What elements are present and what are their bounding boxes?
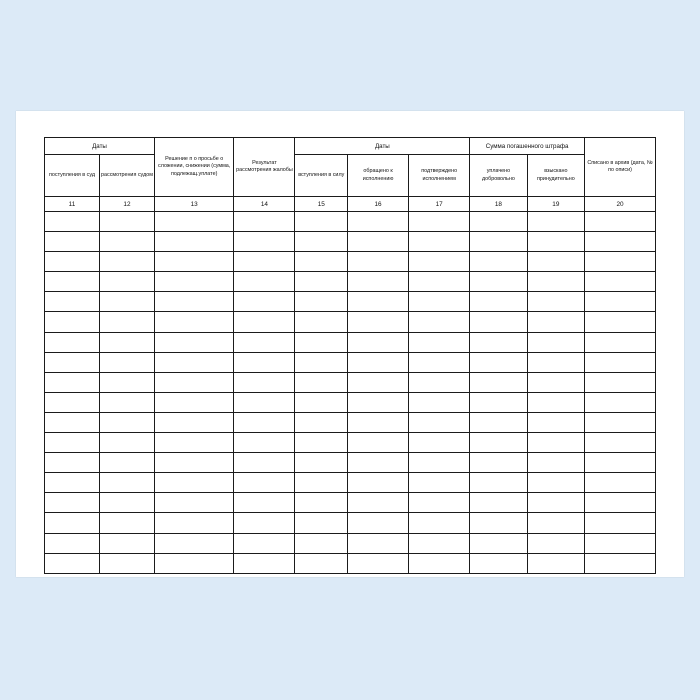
- table-cell[interactable]: [154, 493, 233, 513]
- table-cell[interactable]: [409, 292, 470, 312]
- table-cell[interactable]: [234, 493, 295, 513]
- table-cell[interactable]: [234, 473, 295, 493]
- table-cell[interactable]: [45, 412, 100, 432]
- table-cell[interactable]: [409, 392, 470, 412]
- table-cell[interactable]: [234, 392, 295, 412]
- table-cell[interactable]: [470, 352, 527, 372]
- table-cell[interactable]: [527, 272, 584, 292]
- table-cell[interactable]: [99, 553, 154, 573]
- column-header-13: Решение п о просьбе о сложении, снижении (сумма, подлежащ.уплате): [154, 138, 233, 197]
- table-cell[interactable]: [585, 412, 656, 432]
- table-cell[interactable]: [234, 433, 295, 453]
- table-cell[interactable]: [99, 252, 154, 272]
- table-cell[interactable]: [585, 372, 656, 392]
- column-number-17: 17: [409, 197, 470, 212]
- table-cell[interactable]: [45, 493, 100, 513]
- column-number-11: 11: [45, 197, 100, 212]
- column-number-18: 18: [470, 197, 527, 212]
- table-cell[interactable]: [295, 493, 348, 513]
- table-cell[interactable]: [234, 513, 295, 533]
- column-number-13: 13: [154, 197, 233, 212]
- ledger-table: [44, 137, 656, 574]
- column-number-20: 20: [585, 197, 656, 212]
- table-cell[interactable]: [585, 493, 656, 513]
- paper-sheet: [16, 111, 684, 577]
- table-cell[interactable]: [527, 553, 584, 573]
- group-header-dates-left: Даты: [45, 138, 155, 155]
- table-cell[interactable]: [409, 553, 470, 573]
- table-cell[interactable]: [99, 292, 154, 312]
- column-number-row: [45, 197, 656, 212]
- table-cell[interactable]: [99, 533, 154, 553]
- table-cell[interactable]: [409, 412, 470, 432]
- table-cell[interactable]: [527, 232, 584, 252]
- table-cell[interactable]: [348, 553, 409, 573]
- table-cell[interactable]: [470, 493, 527, 513]
- table-cell[interactable]: [45, 332, 100, 352]
- table-cell[interactable]: [409, 433, 470, 453]
- table-cell[interactable]: [234, 212, 295, 232]
- table-cell[interactable]: [409, 513, 470, 533]
- table-cell[interactable]: [45, 252, 100, 272]
- table-cell[interactable]: [348, 473, 409, 493]
- table-cell[interactable]: [154, 513, 233, 533]
- table-cell[interactable]: [585, 352, 656, 372]
- table-cell[interactable]: [527, 392, 584, 412]
- table-row[interactable]: [45, 312, 656, 332]
- column-number-12: 12: [99, 197, 154, 212]
- group-header-fine-sum: Сумма погашенного штрафа: [470, 138, 585, 155]
- table-cell[interactable]: [527, 292, 584, 312]
- table-cell[interactable]: [295, 312, 348, 332]
- table-cell[interactable]: [527, 352, 584, 372]
- table-cell[interactable]: [45, 372, 100, 392]
- ledger-table-area: [44, 137, 656, 551]
- table-row[interactable]: [45, 453, 656, 473]
- table-cell[interactable]: [527, 372, 584, 392]
- table-row[interactable]: [45, 392, 656, 412]
- table-cell[interactable]: [154, 412, 233, 432]
- table-row[interactable]: [45, 473, 656, 493]
- table-cell[interactable]: [295, 292, 348, 312]
- table-cell[interactable]: [45, 513, 100, 533]
- table-cell[interactable]: [527, 513, 584, 533]
- table-cell[interactable]: [470, 392, 527, 412]
- table-cell[interactable]: [470, 292, 527, 312]
- table-cell[interactable]: [409, 453, 470, 473]
- column-header-18: уплачено добровольно: [470, 155, 527, 197]
- table-row[interactable]: [45, 212, 656, 232]
- table-cell[interactable]: [470, 272, 527, 292]
- table-row[interactable]: [45, 533, 656, 553]
- table-row[interactable]: [45, 232, 656, 252]
- table-cell[interactable]: [585, 392, 656, 412]
- table-cell[interactable]: [527, 493, 584, 513]
- table-cell[interactable]: [99, 473, 154, 493]
- table-cell[interactable]: [99, 513, 154, 533]
- table-cell[interactable]: [234, 533, 295, 553]
- table-cell[interactable]: [585, 332, 656, 352]
- table-cell[interactable]: [348, 232, 409, 252]
- table-cell[interactable]: [295, 553, 348, 573]
- table-cell[interactable]: [45, 312, 100, 332]
- group-header-dates-mid: Даты: [295, 138, 470, 155]
- table-cell[interactable]: [99, 212, 154, 232]
- table-cell[interactable]: [295, 352, 348, 372]
- table-row[interactable]: [45, 553, 656, 573]
- table-cell[interactable]: [295, 473, 348, 493]
- column-number-15: 15: [295, 197, 348, 212]
- table-cell[interactable]: [99, 412, 154, 432]
- table-cell[interactable]: [585, 272, 656, 292]
- column-number-14: 14: [234, 197, 295, 212]
- table-cell[interactable]: [470, 252, 527, 272]
- table-cell[interactable]: [154, 332, 233, 352]
- table-cell[interactable]: [154, 232, 233, 252]
- table-cell[interactable]: [348, 493, 409, 513]
- table-cell[interactable]: [154, 252, 233, 272]
- table-row[interactable]: [45, 332, 656, 352]
- table-cell[interactable]: [348, 272, 409, 292]
- table-row[interactable]: [45, 272, 656, 292]
- table-cell[interactable]: [348, 252, 409, 272]
- table-cell[interactable]: [585, 212, 656, 232]
- table-cell[interactable]: [409, 473, 470, 493]
- table-row[interactable]: [45, 433, 656, 453]
- table-cell[interactable]: [45, 473, 100, 493]
- table-cell[interactable]: [154, 272, 233, 292]
- table-cell[interactable]: [585, 533, 656, 553]
- table-cell[interactable]: [234, 272, 295, 292]
- table-cell[interactable]: [348, 453, 409, 473]
- table-cell[interactable]: [295, 453, 348, 473]
- table-cell[interactable]: [527, 252, 584, 272]
- table-cell[interactable]: [99, 392, 154, 412]
- column-header-11: поступления в суд: [45, 155, 100, 197]
- table-cell[interactable]: [470, 332, 527, 352]
- table-cell[interactable]: [527, 312, 584, 332]
- column-header-17: подтверждено исполнением: [409, 155, 470, 197]
- table-cell[interactable]: [409, 332, 470, 352]
- table-cell[interactable]: [585, 312, 656, 332]
- table-cell[interactable]: [99, 493, 154, 513]
- table-cell[interactable]: [295, 433, 348, 453]
- table-row[interactable]: [45, 252, 656, 272]
- table-cell[interactable]: [234, 453, 295, 473]
- table-cell[interactable]: [348, 533, 409, 553]
- table-cell[interactable]: [234, 372, 295, 392]
- table-cell[interactable]: [470, 473, 527, 493]
- column-header-19: взыскано принудительно: [527, 155, 584, 197]
- table-cell[interactable]: [470, 433, 527, 453]
- table-cell[interactable]: [585, 473, 656, 493]
- table-cell[interactable]: [154, 453, 233, 473]
- table-cell[interactable]: [295, 412, 348, 432]
- table-cell[interactable]: [527, 473, 584, 493]
- table-cell[interactable]: [234, 352, 295, 372]
- table-cell[interactable]: [409, 312, 470, 332]
- table-cell[interactable]: [45, 212, 100, 232]
- table-cell[interactable]: [154, 433, 233, 453]
- table-row[interactable]: [45, 513, 656, 533]
- column-number-16: 16: [348, 197, 409, 212]
- table-cell[interactable]: [154, 212, 233, 232]
- table-cell[interactable]: [295, 252, 348, 272]
- table-cell[interactable]: [470, 412, 527, 432]
- table-cell[interactable]: [234, 312, 295, 332]
- table-cell[interactable]: [154, 352, 233, 372]
- table-cell[interactable]: [99, 272, 154, 292]
- table-cell[interactable]: [154, 292, 233, 312]
- table-cell[interactable]: [99, 232, 154, 252]
- table-cell[interactable]: [295, 513, 348, 533]
- table-cell[interactable]: [99, 312, 154, 332]
- table-cell[interactable]: [527, 433, 584, 453]
- table-cell[interactable]: [45, 352, 100, 372]
- table-cell[interactable]: [45, 272, 100, 292]
- table-cell[interactable]: [234, 332, 295, 352]
- column-header-20: Списано в архив (дата, № по описи): [585, 138, 656, 197]
- table-cell[interactable]: [295, 332, 348, 352]
- table-cell[interactable]: [99, 372, 154, 392]
- table-cell[interactable]: [585, 453, 656, 473]
- table-cell[interactable]: [409, 272, 470, 292]
- table-cell[interactable]: [470, 312, 527, 332]
- table-cell[interactable]: [234, 553, 295, 573]
- table-cell[interactable]: [348, 433, 409, 453]
- table-cell[interactable]: [99, 332, 154, 352]
- table-row[interactable]: [45, 352, 656, 372]
- table-cell[interactable]: [348, 412, 409, 432]
- table-cell[interactable]: [295, 533, 348, 553]
- table-cell[interactable]: [45, 553, 100, 573]
- column-header-15: вступления в силу: [295, 155, 348, 197]
- table-cell[interactable]: [409, 352, 470, 372]
- table-cell[interactable]: [45, 453, 100, 473]
- table-row[interactable]: [45, 493, 656, 513]
- table-cell[interactable]: [234, 232, 295, 252]
- table-cell[interactable]: [99, 433, 154, 453]
- table-cell[interactable]: [470, 372, 527, 392]
- column-header-12: рассмотрения судом: [99, 155, 154, 197]
- table-cell[interactable]: [527, 332, 584, 352]
- table-cell[interactable]: [154, 372, 233, 392]
- table-cell[interactable]: [295, 372, 348, 392]
- table-cell[interactable]: [154, 553, 233, 573]
- table-cell[interactable]: [45, 433, 100, 453]
- table-cell[interactable]: [527, 412, 584, 432]
- table-cell[interactable]: [409, 212, 470, 232]
- table-cell[interactable]: [409, 372, 470, 392]
- table-cell[interactable]: [585, 553, 656, 573]
- table-cell[interactable]: [348, 392, 409, 412]
- table-cell[interactable]: [99, 453, 154, 473]
- table-cell[interactable]: [154, 392, 233, 412]
- table-cell[interactable]: [234, 412, 295, 432]
- column-number-19: 19: [527, 197, 584, 212]
- table-cell[interactable]: [585, 433, 656, 453]
- table-cell[interactable]: [470, 453, 527, 473]
- table-cell[interactable]: [45, 533, 100, 553]
- table-cell[interactable]: [234, 252, 295, 272]
- table-cell[interactable]: [527, 453, 584, 473]
- table-cell[interactable]: [45, 292, 100, 312]
- table-cell[interactable]: [348, 372, 409, 392]
- table-cell[interactable]: [348, 513, 409, 533]
- table-cell[interactable]: [99, 352, 154, 372]
- table-row[interactable]: [45, 292, 656, 312]
- table-cell[interactable]: [585, 232, 656, 252]
- table-cell[interactable]: [470, 553, 527, 573]
- ledger-body: [45, 212, 656, 574]
- table-cell[interactable]: [154, 312, 233, 332]
- table-row[interactable]: [45, 372, 656, 392]
- table-row[interactable]: [45, 412, 656, 432]
- table-cell[interactable]: [348, 212, 409, 232]
- table-cell[interactable]: [348, 312, 409, 332]
- table-cell[interactable]: [409, 493, 470, 513]
- table-cell[interactable]: [295, 212, 348, 232]
- table-cell[interactable]: [154, 533, 233, 553]
- table-cell[interactable]: [295, 272, 348, 292]
- table-cell[interactable]: [527, 212, 584, 232]
- table-cell[interactable]: [470, 232, 527, 252]
- table-cell[interactable]: [585, 292, 656, 312]
- table-cell[interactable]: [527, 533, 584, 553]
- table-cell[interactable]: [409, 252, 470, 272]
- table-cell[interactable]: [409, 533, 470, 553]
- table-cell[interactable]: [348, 352, 409, 372]
- table-cell[interactable]: [45, 232, 100, 252]
- subheader-row: [45, 155, 656, 197]
- table-cell[interactable]: [45, 392, 100, 412]
- table-cell[interactable]: [470, 513, 527, 533]
- table-cell[interactable]: [295, 232, 348, 252]
- table-cell[interactable]: [348, 332, 409, 352]
- table-cell[interactable]: [295, 392, 348, 412]
- table-cell[interactable]: [348, 292, 409, 312]
- table-cell[interactable]: [585, 252, 656, 272]
- group-header-row: [45, 138, 656, 155]
- column-header-14: Результат рассмотрения жалобы: [234, 138, 295, 197]
- table-cell[interactable]: [585, 513, 656, 533]
- table-cell[interactable]: [234, 292, 295, 312]
- table-cell[interactable]: [470, 533, 527, 553]
- table-cell[interactable]: [409, 232, 470, 252]
- table-cell[interactable]: [470, 212, 527, 232]
- table-cell[interactable]: [154, 473, 233, 493]
- column-header-16: обращено к исполнению: [348, 155, 409, 197]
